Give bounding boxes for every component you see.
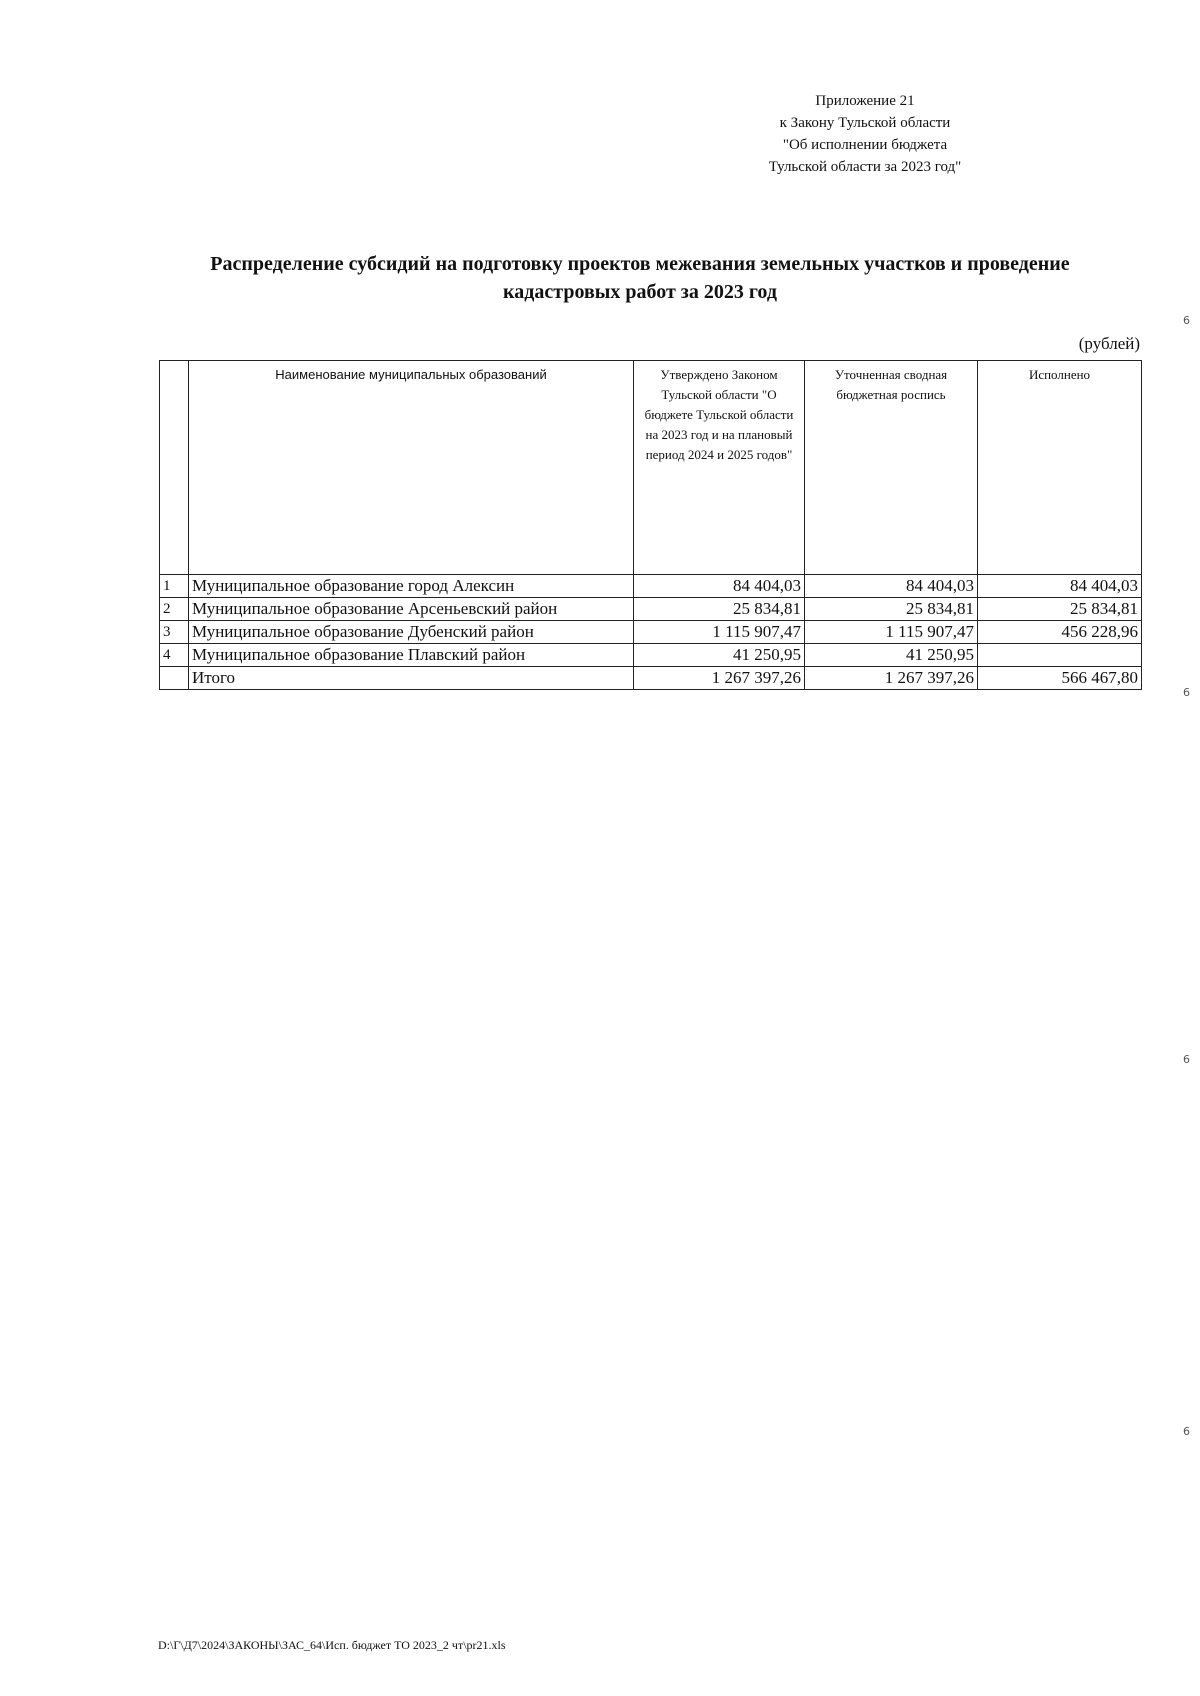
file-path-footer: D:\Г\Д7\2024\ЗАКОНЫ\ЗАС_64\Исп. бюджет ТО 2023_2 чт\pr21.xls <box>158 1638 506 1652</box>
row-revised: 1 267 397,26 <box>805 667 978 690</box>
header-revised: Уточненная сводная бюджетная роспись <box>805 361 978 575</box>
row-number: 3 <box>160 621 189 644</box>
appendix-note <box>740 90 990 178</box>
table-row <box>160 644 1142 667</box>
units-label: (рублей) <box>1078 334 1140 353</box>
row-approved: 84 404,03 <box>634 575 805 598</box>
row-approved: 25 834,81 <box>634 598 805 621</box>
row-executed: 566 467,80 <box>978 667 1142 690</box>
row-approved: 1 115 907,47 <box>634 621 805 644</box>
row-number: 1 <box>160 575 189 598</box>
title-line-2: кадастровых работ за 2023 год <box>503 281 777 303</box>
header-name: Наименование муниципальных образований <box>189 361 634 575</box>
title-line-1: Распределение субсидий на подготовку проектов межевания земельных участков и проведение <box>210 253 1070 275</box>
row-number <box>160 667 189 690</box>
row-executed <box>978 644 1142 667</box>
appendix-line-2: к Закону Тульской области <box>779 115 951 131</box>
appendix-line-1: Приложение 21 <box>815 93 915 109</box>
row-revised: 25 834,81 <box>805 598 978 621</box>
document-title <box>170 250 1110 306</box>
table-row <box>160 621 1142 644</box>
row-name: Муниципальное образование Дубенский район <box>189 621 634 644</box>
row-name: Муниципальное образование Плавский район <box>189 644 634 667</box>
row-executed: 456 228,96 <box>978 621 1142 644</box>
row-revised: 41 250,95 <box>805 644 978 667</box>
margin-mark: 6 <box>1183 1425 1190 1438</box>
table-header-row <box>160 361 1142 575</box>
row-executed: 25 834,81 <box>978 598 1142 621</box>
row-approved: 41 250,95 <box>634 644 805 667</box>
margin-mark: 6 <box>1183 686 1190 699</box>
row-executed: 84 404,03 <box>978 575 1142 598</box>
row-number: 4 <box>160 644 189 667</box>
row-name: Муниципальное образование город Алексин <box>189 575 634 598</box>
header-num <box>160 361 189 575</box>
appendix-line-3: "Об исполнении бюджета <box>782 137 948 153</box>
table-row <box>160 598 1142 621</box>
table-row <box>160 575 1142 598</box>
margin-mark: 6 <box>1183 1053 1190 1066</box>
total-row <box>160 667 1142 690</box>
row-number: 2 <box>160 598 189 621</box>
header-approved: Утверждено Законом Тульской области "О бюджете Тульской области на 2023 год и на плановый период 2024 и 2025 годов" <box>634 361 805 575</box>
appendix-line-4: Тульской области за 2023 год" <box>768 159 962 175</box>
row-name: Муниципальное образование Арсеньевский район <box>189 598 634 621</box>
row-revised: 1 115 907,47 <box>805 621 978 644</box>
header-executed: Исполнено <box>978 361 1142 575</box>
row-name: Итого <box>189 667 634 690</box>
row-revised: 84 404,03 <box>805 575 978 598</box>
row-approved: 1 267 397,26 <box>634 667 805 690</box>
subsidy-table <box>159 360 1142 690</box>
margin-mark: 6 <box>1183 314 1190 327</box>
